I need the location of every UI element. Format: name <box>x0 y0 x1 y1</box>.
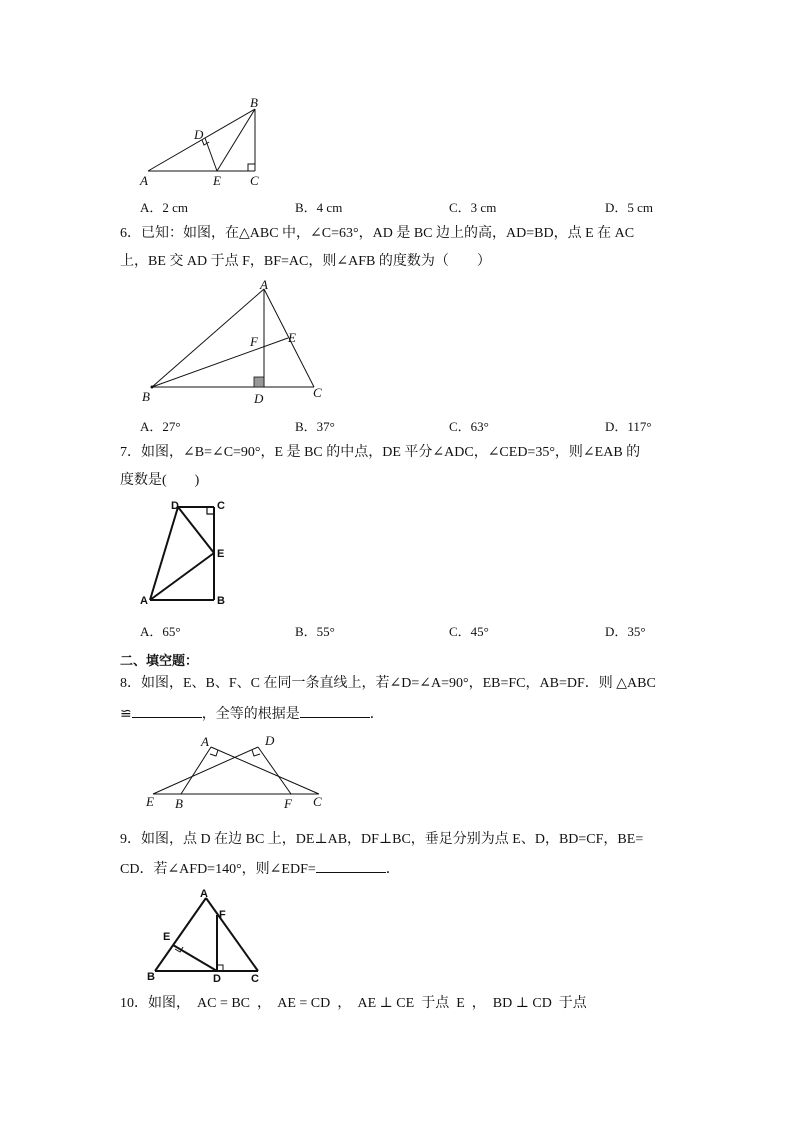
q7-option-a[interactable]: A．65° <box>140 624 181 639</box>
q9-figure <box>145 888 275 983</box>
q5-label-C: C <box>250 173 259 188</box>
q6-option-b[interactable]: B．37° <box>295 419 335 434</box>
q7-option-c[interactable]: C．45° <box>449 624 489 639</box>
q6-text-line1: 6．已知：如图，在△ABC 中，∠C=63°，AD 是 BC 边上的高，AD=BD，点 E 在 AC <box>120 226 635 241</box>
q6-label-D: D <box>254 391 264 406</box>
q9-blank-answer[interactable] <box>316 858 386 873</box>
q5-option-b[interactable]: B．4 cm <box>295 200 343 215</box>
q8-label-E: E <box>146 794 154 809</box>
q7-label-E: E <box>217 548 225 560</box>
q9-label-D: D <box>213 973 221 985</box>
q6-label-E: E <box>288 330 296 345</box>
q5-label-E: E <box>213 173 221 188</box>
q7-options <box>140 621 680 639</box>
q8-text-reason: ，全等的根据是 <box>201 707 300 722</box>
q7-label-A: A <box>140 595 148 607</box>
q6-option-c[interactable]: C．63° <box>449 419 489 434</box>
q9-label-C: C <box>251 973 259 985</box>
section-fill-in-blank-heading: 二、填空题： <box>120 653 199 668</box>
q10-text-line1: 10．如图， AC = BC ， AE = CD ， AE ⊥ CE 于点 E ， BD ⊥ CD 于点 <box>120 996 587 1011</box>
q8-text-end: ． <box>369 707 384 722</box>
q9-label-F: F <box>219 909 226 921</box>
q6-label-C: C <box>313 385 322 400</box>
q7-quadrilateral-diagram <box>138 498 248 610</box>
q9-label-E: E <box>163 931 171 943</box>
q6-label-F: F <box>250 334 258 349</box>
q8-label-C: C <box>313 794 322 809</box>
q5-option-d[interactable]: D．5 cm <box>605 200 654 215</box>
q8-figure <box>143 730 333 810</box>
q5-options <box>140 197 680 215</box>
q6-text-line2: 上，BE 交 AD 于点 F，BF=AC，则∠AFB 的度数为（ ） <box>120 254 491 269</box>
q7-label-C: C <box>217 500 225 512</box>
q8-blank-reason[interactable] <box>300 703 370 718</box>
q7-label-D: D <box>171 500 179 512</box>
q6-option-d[interactable]: D．117° <box>605 419 652 434</box>
q9-text-line1: 9．如图，点 D 在边 BC 上，DE⊥AB，DF⊥BC，垂足分别为点 E、D，BD=CF，BE= <box>120 832 644 847</box>
q6-triangle-diagram <box>138 277 338 406</box>
q5-option-a[interactable]: A．2 cm <box>140 200 189 215</box>
q7-label-B: B <box>217 595 225 607</box>
q8-label-A: A <box>201 734 209 749</box>
q6-options <box>140 416 680 434</box>
q5-figure <box>140 95 270 190</box>
q5-option-c[interactable]: C．3 cm <box>449 200 497 215</box>
q6-option-a[interactable]: A．27° <box>140 419 181 434</box>
q9-label-A: A <box>200 888 208 900</box>
q9-label-B: B <box>147 971 155 983</box>
q6-label-A: A <box>260 277 268 292</box>
q5-label-B: B <box>250 95 258 110</box>
q8-label-D: D <box>265 733 275 748</box>
q8-text-line1: 8．如图，E、B、F、C 在同一条直线上，若∠D=∠A=90°，EB=FC，AB=DF．则 △ABC <box>120 676 656 691</box>
q8-triangles-diagram <box>143 730 333 810</box>
q7-figure <box>138 498 248 610</box>
q8-text-line2 <box>120 703 680 725</box>
q8-congruent-symbol: ≌ <box>120 707 132 722</box>
q6-label-B: B <box>142 389 150 404</box>
q9-text-line2 <box>120 858 680 880</box>
q6-figure <box>138 277 338 406</box>
q8-label-B: B <box>175 796 183 811</box>
q5-label-A: A <box>140 173 148 188</box>
q8-label-F: F <box>284 796 292 811</box>
q5-label-D: D <box>194 127 204 142</box>
q7-option-d[interactable]: D．35° <box>605 624 646 639</box>
q9-triangle-diagram <box>145 888 275 983</box>
q7-text-line2: 度数是( ) <box>120 473 200 488</box>
q7-text-line1: 7．如图，∠B=∠C=90°，E 是 BC 的中点，DE 平分∠ADC，∠CED=35°，则∠EAB 的 <box>120 445 641 460</box>
q8-blank-triangle[interactable] <box>132 703 202 718</box>
q5-triangle-diagram <box>140 95 270 190</box>
q7-option-b[interactable]: B．55° <box>295 624 335 639</box>
q9-text-end: ． <box>385 862 400 877</box>
q9-text-condition: CD．若∠AFD=140°，则∠EDF= <box>120 862 316 877</box>
